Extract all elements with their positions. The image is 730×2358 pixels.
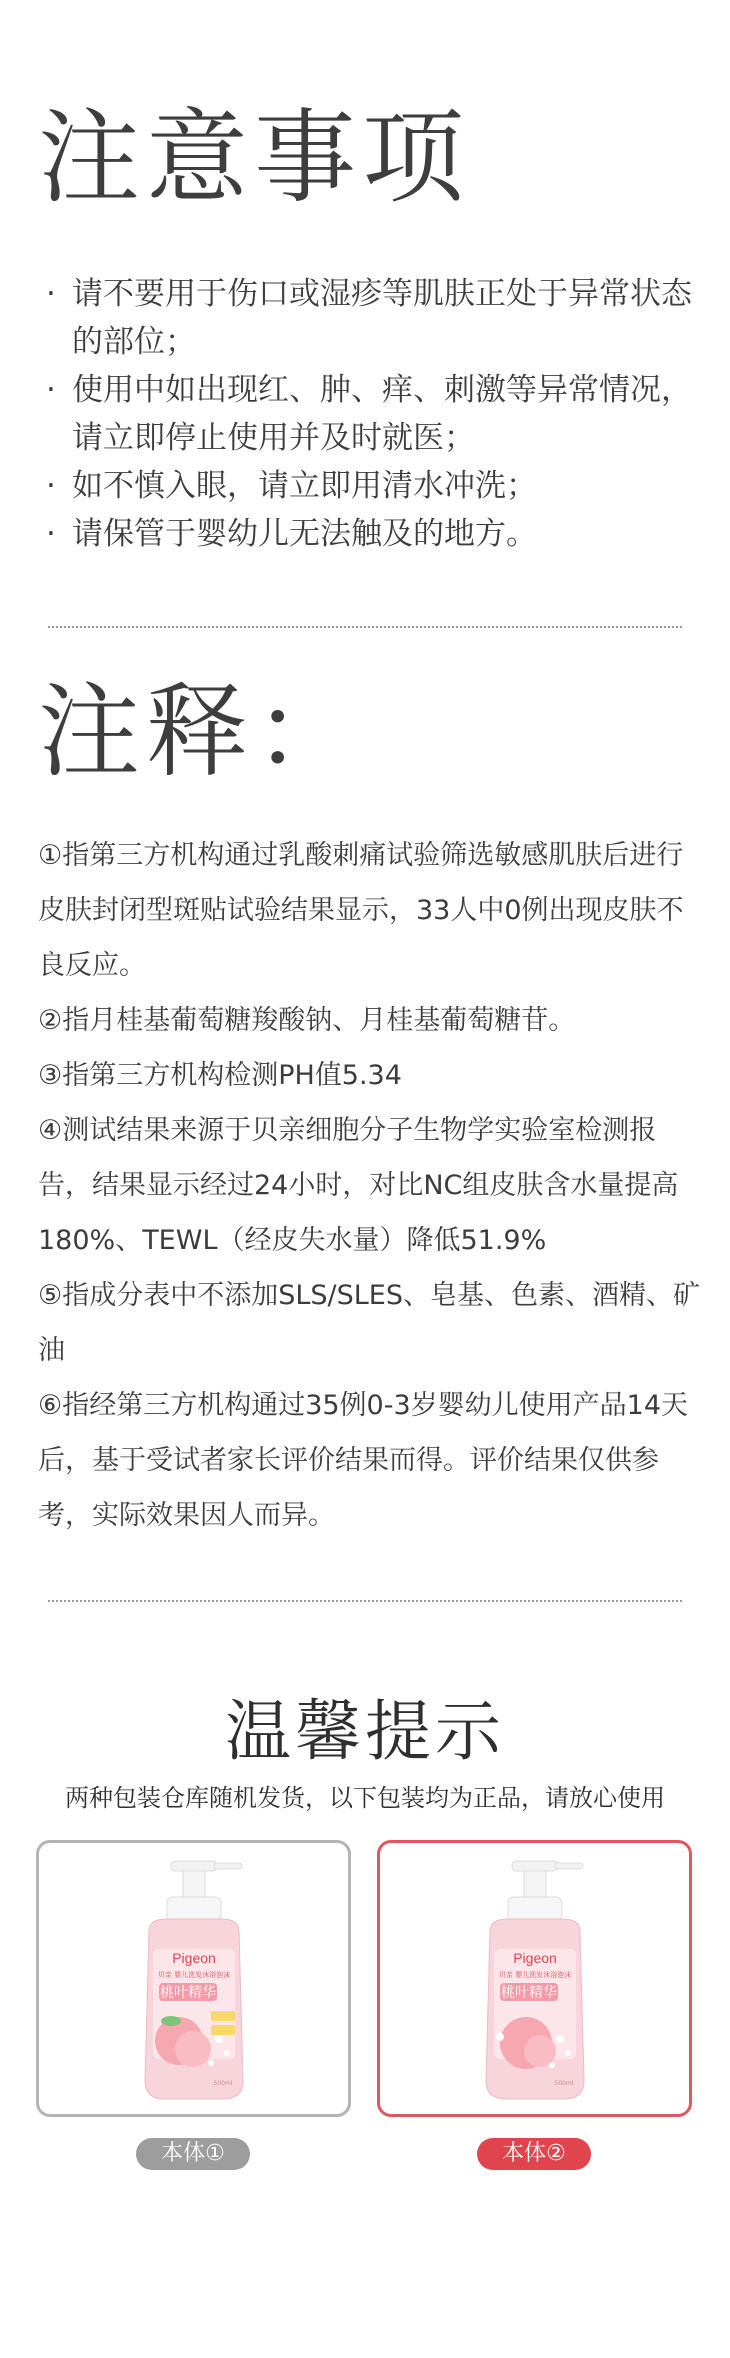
- bottle-image: [460, 1853, 610, 2108]
- product-card-2: [377, 1840, 692, 2117]
- notes-title: 注释：: [38, 673, 362, 792]
- note-item: ⑤指成分表中不添加SLS/SLES、皂基、色素、酒精、矿油: [38, 1280, 701, 1366]
- line-text: 贝亲 婴儿洗发沐浴泡沫: [157, 1971, 230, 1979]
- caution-item: · 如不慎入眼，请立即用清水冲洗；: [46, 462, 716, 510]
- note-item: ④测试结果来源于贝亲细胞分子生物学实验室检测报告，结果显示经过24小时，对比NC组皮肤含水量提高180%、TEWL（经皮失水量）降低51.9%: [38, 1115, 679, 1256]
- note-item: ②指月桂基葡萄糖羧酸钠、月桂基葡萄糖苷。: [38, 1005, 576, 1036]
- caution-title: 注意事项: [38, 99, 470, 218]
- product-card-1: [36, 1840, 351, 2117]
- brand-text: Pigeon: [171, 1950, 216, 1966]
- product-label-2: 本体②: [477, 2138, 591, 2170]
- line-text: 贝亲 婴儿洗发沐浴泡沫: [498, 1971, 571, 1979]
- volume-text: 500ml: [554, 2080, 573, 2087]
- product-name-text: 桃叶精华: [159, 1985, 216, 2001]
- note-item: ③指第三方机构检测PH值5.34: [38, 1060, 402, 1091]
- tip-subtitle: 两种包装仓库随机发货，以下包装均为正品，请放心使用: [65, 1784, 665, 1812]
- divider: [48, 1600, 682, 1602]
- volume-text: 500ml: [213, 2080, 232, 2087]
- caution-item: · 使用中如出现红、肿、痒、刺激等异常情况，请立即停止使用并及时就医；: [46, 366, 716, 462]
- tip-title: 温馨提示: [225, 1693, 505, 1770]
- caution-list: [46, 270, 716, 558]
- divider: [48, 626, 682, 628]
- note-item: ⑥指经第三方机构通过35例0-3岁婴幼儿使用产品14天后，基于受试者家长评价结果而得。评价结果仅供参考，实际效果因人而异。: [38, 1390, 689, 1531]
- caution-item: · 请不要用于伤口或湿疹等肌肤正处于异常状态的部位；: [46, 270, 716, 366]
- brand-text: Pigeon: [512, 1950, 557, 1966]
- caution-item: · 请保管于婴幼儿无法触及的地方。: [46, 510, 716, 558]
- product-label-1: 本体①: [136, 2138, 250, 2170]
- note-item: ①指第三方机构通过乳酸刺痛试验筛选敏感肌肤后进行皮肤封闭型斑贴试验结果显示，33人中0例出现皮肤不良反应。: [38, 840, 684, 981]
- notes-list: [38, 828, 708, 1543]
- bottle-image: [119, 1853, 269, 2108]
- product-name-text: 桃叶精华: [500, 1985, 557, 2001]
